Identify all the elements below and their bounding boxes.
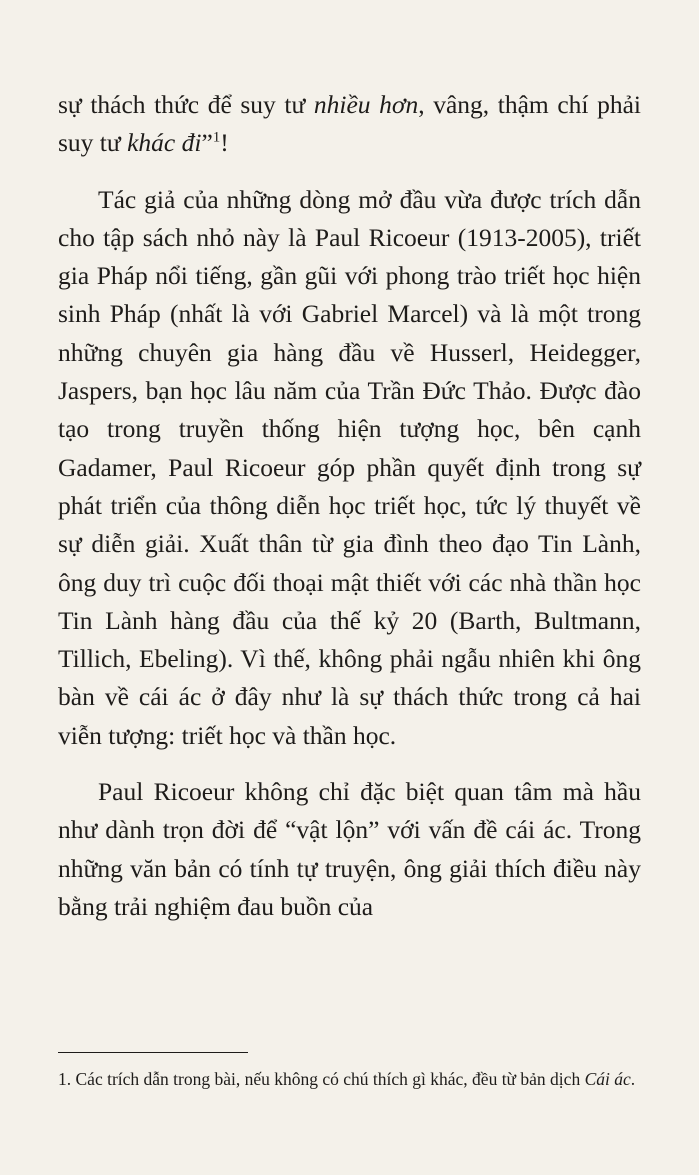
emphasis-nhieu-hon: nhiều hơn [313,90,419,119]
footnote: 1. Các trích dẫn trong bài, nếu không có chú thích gì khác, đều từ bản dịch Cái ác. [58,1069,636,1089]
footnote-reference: 1 [212,129,221,146]
body-text [58,86,641,926]
paragraph-author-intro: Tác giả của những dòng mở đầu vừa được trích dẫn cho tập sách nhỏ này là Paul Ricoeur (1913-2005), triết gia Pháp nổi tiếng, gần gũi với phong trào triết học hiện sinh Pháp (nhất là với Gabriel Marcel) và là một trong những chuyên gia hàng đầu về Husserl, Heidegger, Jaspers, bạn học lâu năm của Trần Đức Thảo. Được đào tạo trong truyền thống hiện tượng học, bên cạnh Gadamer, Paul Ricoeur góp phần quyết định trong sự phát triển của thông diễn học triết học, tức lý thuyết về sự diễn giải. Xuất thân từ gia đình theo đạo Tin Lành, ông duy trì cuộc đối thoại mật thiết với các nhà thần học Tin Lành hàng đầu của thế kỷ 20 (Barth, Bultmann, Tillich, Ebeling). Vì thế, không phải ngẫu nhiên khi ông bàn về cái ác ở đây như là sự thách thức trong cả hai viễn tượng: triết học và thần học. [58,184,641,750]
emphasis-khac-di: khác đi [127,128,202,158]
paragraph-ricoeur-evil: Paul Ricoeur không chỉ đặc biệt quan tâm mà hầu như dành trọn đời để “vật lộn” với vấn đề cái ác. Trong những văn bản có tính tự truyện, ông giải thích điều này bằng trải nghiệm đau buồn của [58,777,641,921]
footnote-book-title: Cái ác [584,1069,631,1089]
paragraph-continuation: sự thách thức để suy tư nhiều hơn, vâng, thậm chí phải suy tư khác đi”$^1$! [58,90,641,158]
footnote-separator [58,1052,248,1053]
